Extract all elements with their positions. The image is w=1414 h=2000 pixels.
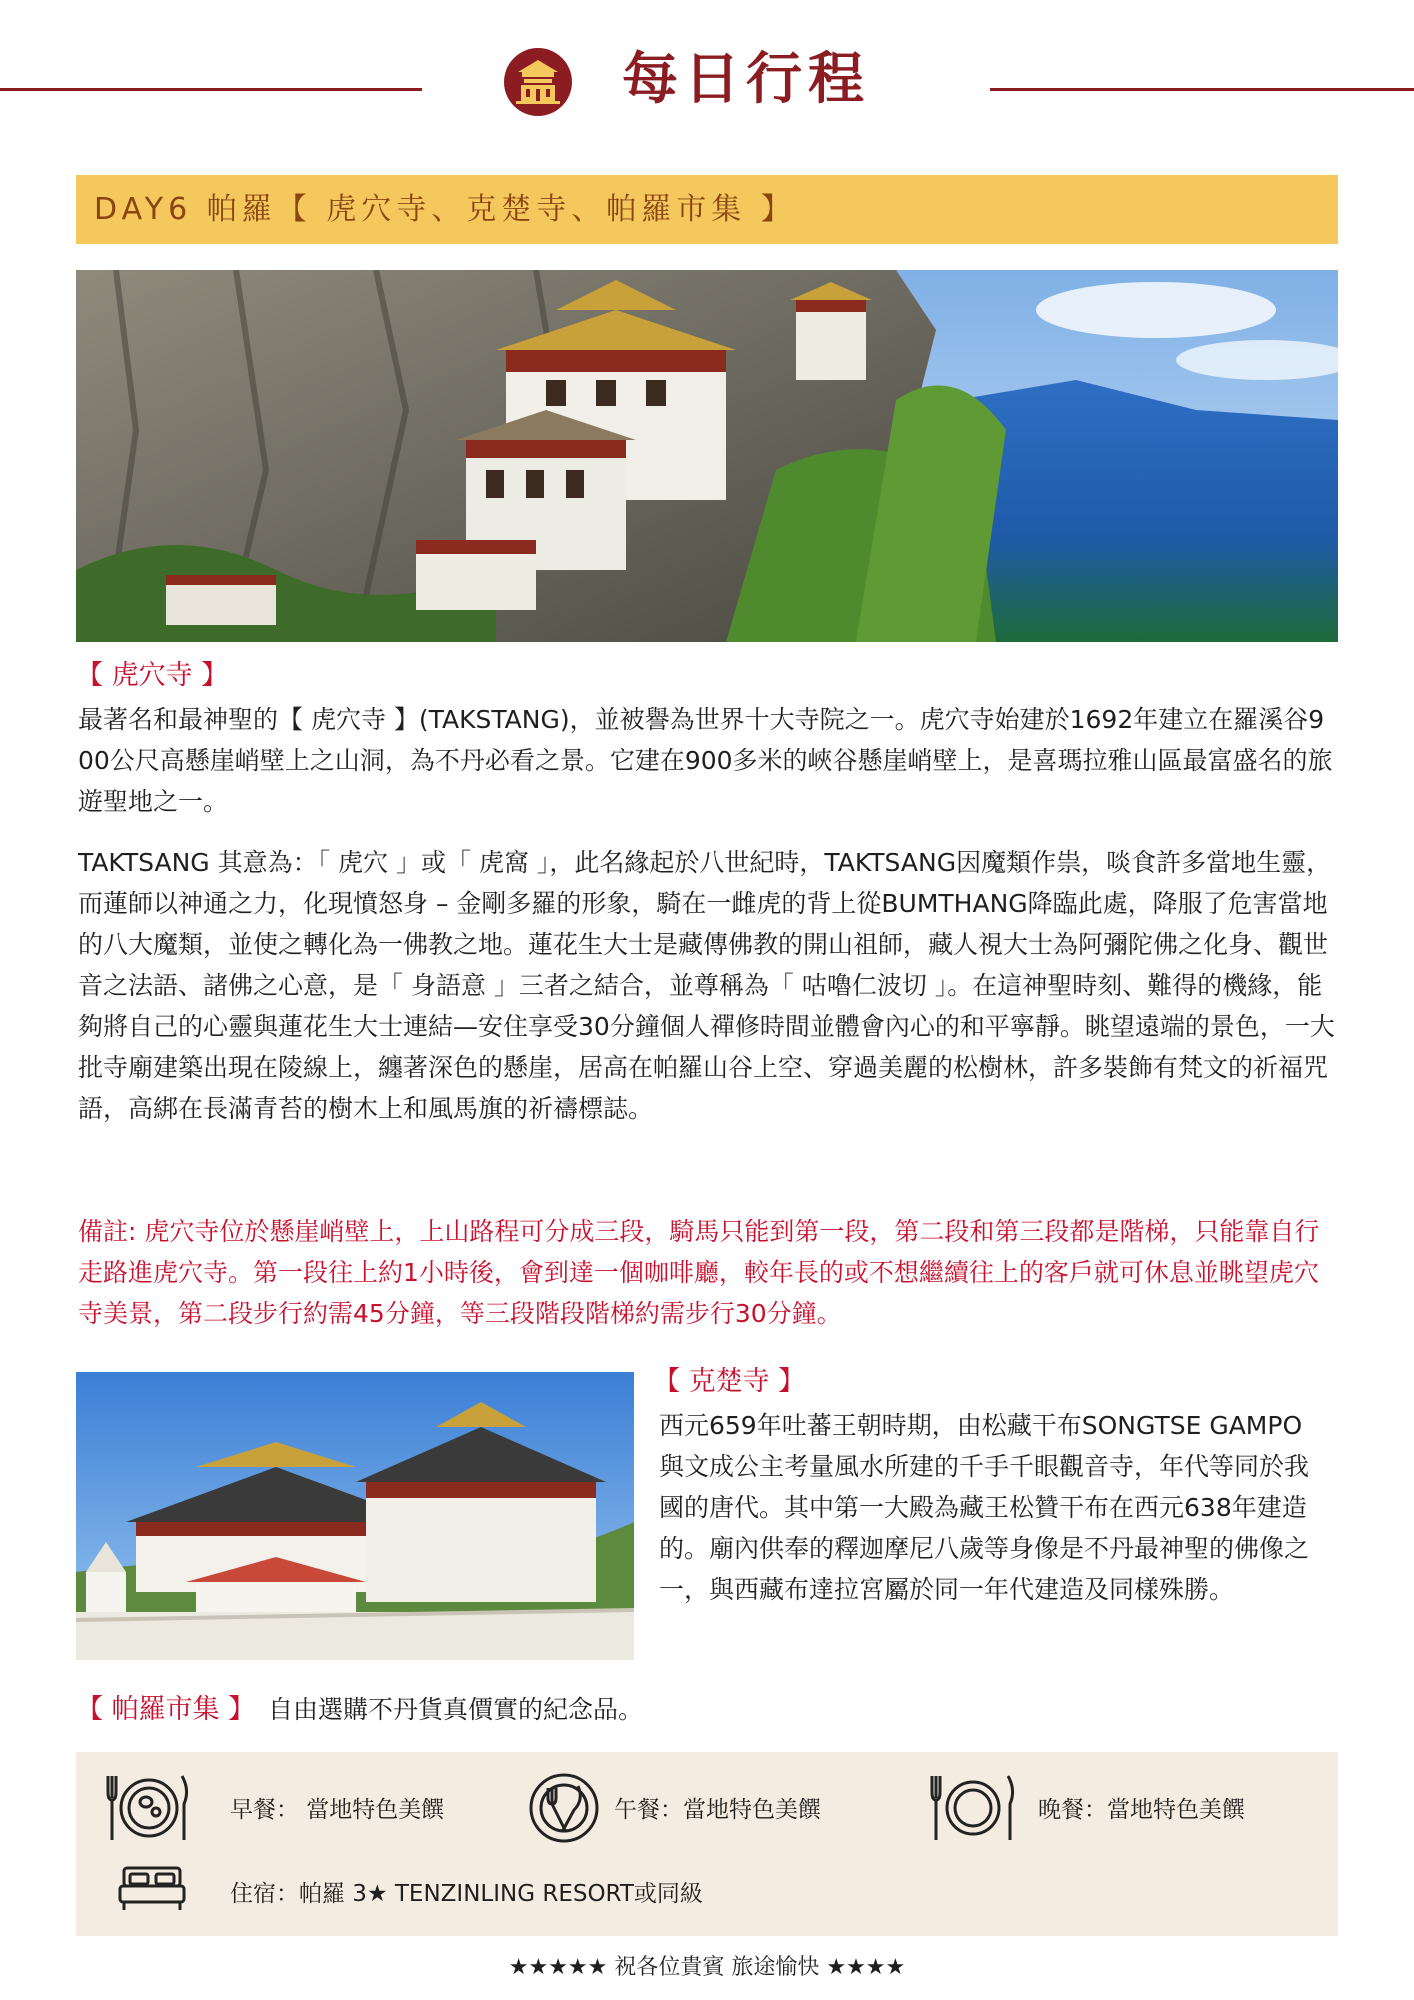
breakfast-label: 早餐： 當地特色美饌 (230, 1797, 445, 1823)
breakfast-icon (104, 1770, 194, 1850)
day-banner-text: DAY6 帕羅【 虎穴寺、克楚寺、帕羅市集 】 (94, 192, 796, 227)
meal-info-box (76, 1752, 1338, 1936)
tiger-nest-paragraph-1: 最著名和最神聖的【 虎穴寺 】(TAKSTANG)，並被譽為世界十大寺院之一。虎穴寺始建於1692年建立在羅溪谷900公尺高懸崖峭壁上之山洞，為不丹必看之景。它建在900多米的峽谷懸崖峭壁上，是喜瑪拉雅山區最富盛名的旅遊聖地之一。 (78, 705, 1333, 816)
dinner-icon (928, 1770, 1018, 1850)
kyichu-temple-photo (76, 1372, 634, 1660)
lunch-label: 午餐：當地特色美饌 (614, 1797, 821, 1823)
tiger-nest-note: 備註: 虎穴寺位於懸崖峭壁上，上山路程可分成三段，騎馬只能到第一段，第二段和第三段都是階梯，只能靠自行走路進虎穴寺。第一段往上約1小時後，會到達一個咖啡廳，較年長的或不想繼續往上的客戶就可休息並眺望虎穴寺美景，第二段步行約需45分鐘，等三段階段階梯約需步行30分鐘。 (78, 1217, 1320, 1328)
market-heading: 【 帕羅市集 】 (76, 1694, 256, 1725)
tiger-nest-paragraph-2: TAKTSANG 其意為：「 虎穴 」或「 虎窩 」，此名緣起於八世紀時，TAKTSANG因魔類作祟，啖食許多當地生靈，而蓮師以神通之力，化現憤怒身 – 金剛多羅的形象，騎在一雌虎的背上從BUMTHANG降臨此處，降服了危害當地的八大魔類，並使之轉化為一佛教之地。蓮花生大士是藏傳佛教的開山祖師，藏人視大士為阿彌陀佛之化身、觀世音之法語、諸佛之心意，是「 身語意 」三者之結合，並尊稱為「 咕嚕仁波切 」。在這神聖時刻、難得的機緣，能夠將自己的心靈與蓮花生大士連結—安住享受30分鐘個人禪修時間並體會內心的和平寧靜。眺望遠端的景色，一大批寺廟建築出現在陵線上，纏著深色的懸崖，居高在帕羅山谷上空、穿過美麗的松樹林，許多裝飾有梵文的祈福咒語，高綁在長滿青苔的樹木上和風馬旗的祈禱標誌。 (78, 848, 1335, 1123)
dinner-label: 晚餐：當地特色美饌 (1038, 1797, 1245, 1823)
footer-greeting: ★★★★★ 祝各位貴賓 旅途愉快 ★★★★ (508, 1955, 906, 1980)
tiger-nest-heading: 【 虎穴寺 】 (76, 660, 229, 691)
lunch-icon (526, 1770, 602, 1850)
hotel-label: 住宿：帕羅 3★ TENZINLING RESORT或同級 (230, 1881, 703, 1907)
day-banner (76, 175, 1338, 244)
kyichu-heading: 【 克楚寺 】 (653, 1366, 806, 1397)
kyichu-paragraph: 西元659年吐蕃王朝時期，由松藏干布SONGTSE GAMPO與文成公主考量風水所建的千手千眼觀音寺，年代等同於我國的唐代。其中第一大殿為藏王松贊干布在西元638年建造的。廟內供奉的釋迦摩尼八歲等身像是不丹最神聖的佛像之一，與西藏布達拉宮屬於同一年代建造及同樣殊勝。 (659, 1411, 1310, 1604)
header-rule-left (0, 88, 422, 91)
market-text: 自由選購不丹貨真價實的紀念品。 (268, 1695, 644, 1724)
page-title: 每日行程 (622, 47, 870, 112)
bed-icon (118, 1864, 186, 1918)
header-rule-right (990, 88, 1414, 91)
tiger-nest-photo (76, 270, 1338, 642)
temple-logo-icon (504, 48, 572, 116)
